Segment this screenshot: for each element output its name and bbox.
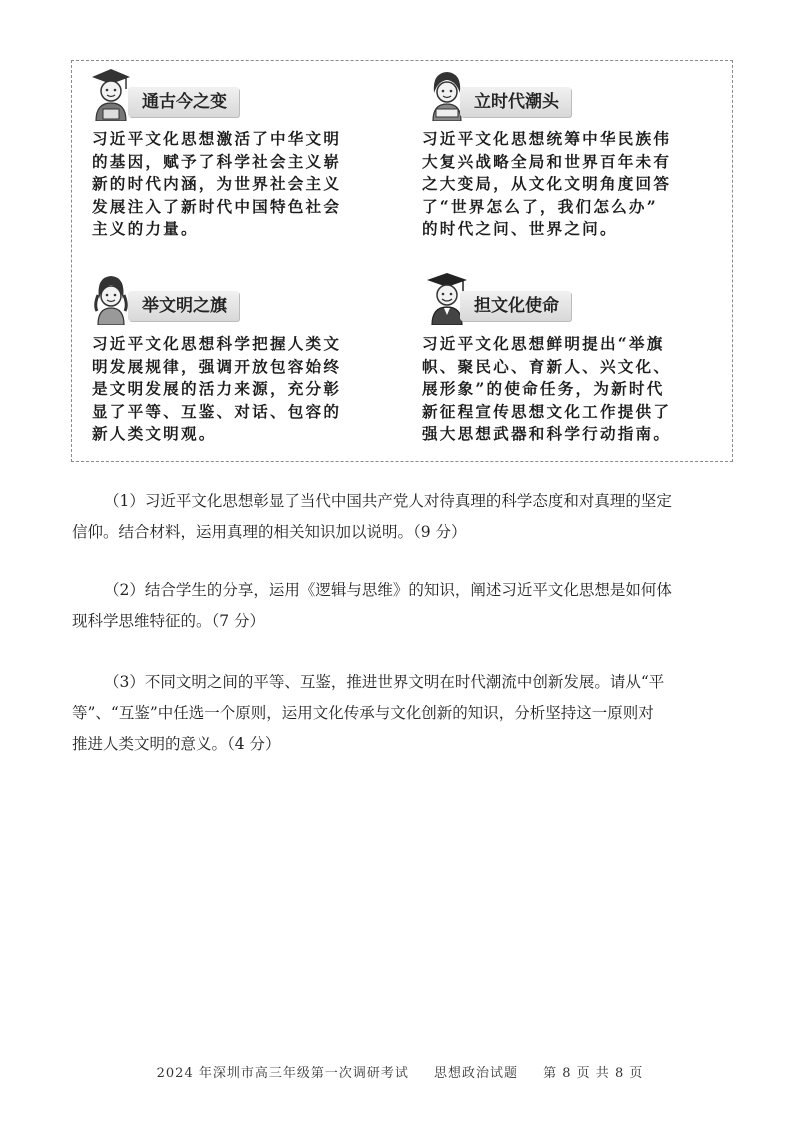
card-line: 习近平文化思想激活了中华文明 xyxy=(92,129,342,148)
page-footer xyxy=(0,1062,800,1081)
card-line: 新人类文明观。 xyxy=(92,424,217,443)
question-3 xyxy=(72,667,732,760)
card-line: 帜、聚民心、育新人、兴文化、 xyxy=(422,356,672,376)
card-line: 展形象”的使命任务，为新时代 xyxy=(422,379,665,398)
card-line: 显了平等、互鉴、对话、包容的 xyxy=(92,401,342,421)
card-line: 新的时代内涵，为世界社会主义 xyxy=(92,174,342,193)
card-body xyxy=(92,333,341,446)
card-body xyxy=(92,128,341,241)
card-line: 大复兴战略全局和世界百年未有 xyxy=(422,151,672,171)
footer-page-number: 第 8 页 共 8 页 xyxy=(543,1066,644,1081)
card-line: 强大思想武器和科学行动指南。 xyxy=(422,424,672,443)
question-2 xyxy=(72,575,732,637)
card-line: 之大变局，从文化文明角度回答 xyxy=(422,174,672,193)
footer-subject: 思想政治试题 xyxy=(433,1066,518,1081)
card-title: 立时代潮头 xyxy=(460,87,571,117)
card-title: 担文化使命 xyxy=(460,291,571,321)
card-line: 是文明发展的活力来源，充分彰 xyxy=(92,379,342,398)
question-1 xyxy=(72,486,732,548)
question-line: 信仰。结合材料，运用真理的相关知识加以说明。（9 分） xyxy=(72,523,467,541)
card-title: 举文明之旗 xyxy=(128,291,239,321)
card-line: 的时代之问、世界之问。 xyxy=(422,219,618,238)
question-line: 等”、“互鉴”中任选一个原则，运用文化传承与文化创新的知识，分析坚持这一原则对 xyxy=(72,704,654,722)
material-box xyxy=(71,60,733,462)
question-line: 推进人类文明的意义。（4 分） xyxy=(72,735,281,753)
card-line: 发展注入了新时代中国特色社会 xyxy=(92,196,342,216)
question-line: （1）习近平文化思想彰显了当代中国共产党人对待真理的科学态度和对真理的坚定 xyxy=(104,492,672,510)
card-line: 习近平文化思想科学把握人类文 xyxy=(92,334,342,353)
question-line: 现科学思维特征的。（7 分） xyxy=(72,612,266,630)
card-line: 了“世界怎么了，我们怎么办” xyxy=(422,196,658,216)
card-body xyxy=(422,333,671,446)
card-line: 新征程宣传思想文化工作提供了 xyxy=(422,401,672,421)
scholar-boy-icon xyxy=(90,67,132,121)
card-line: 明发展规律，强调开放包容始终 xyxy=(92,356,342,376)
footer-exam-name: 2024 年深圳市高三年级第一次调研考试 xyxy=(156,1066,409,1081)
question-line: （3）不同文明之间的平等、互鉴，推进世界文明在时代潮流中创新发展。请从“平 xyxy=(104,673,665,691)
card-body xyxy=(422,128,671,241)
card-line: 的基因，赋予了科学社会主义崭 xyxy=(92,151,342,171)
girl-braids-icon xyxy=(90,271,132,325)
card-line: 习近平文化思想鲜明提出“举旗 xyxy=(422,334,665,353)
card-line: 主义的力量。 xyxy=(92,219,199,238)
question-line: （2）结合学生的分享，运用《逻辑与思维》的知识，阐述习近平文化思想是如何体 xyxy=(104,581,672,599)
card-title: 通古今之变 xyxy=(128,87,239,117)
card-line: 习近平文化思想统筹中华民族伟 xyxy=(422,129,672,148)
